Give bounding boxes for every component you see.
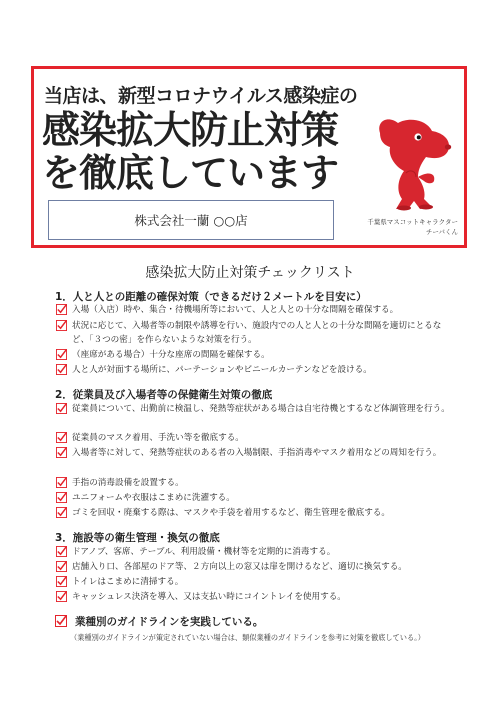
item-text: 状況に応じて、入場者等の制限や誘導を行い、施設内での人と人との十分な間隔を適切にとるなど、「３つの密」を作らないような対策を行う。	[72, 321, 442, 345]
list-item	[72, 363, 452, 377]
checkbox-checked-icon	[56, 576, 67, 587]
item-text: ユニフォームや衣服はこまめに洗濯する。	[72, 493, 235, 503]
item-text: ゴミを回収・廃棄する際は、マスクや手袋を着用するなど、衛生管理を徹底する。	[72, 508, 390, 518]
mascot-caption-line1: 千葉県マスコットキャラクター	[367, 218, 458, 226]
item-text: トイレはこまめに清掃する。	[72, 577, 184, 587]
header-line-2: 感染拡大防止対策	[42, 108, 339, 152]
list-item	[72, 476, 452, 490]
item-text: 従業員について、出勤前に検温し、発熱等症状がある場合は自宅待機とするなど体調管理を行う。	[72, 404, 450, 414]
list-item	[72, 303, 452, 317]
checkbox-checked-icon	[56, 364, 67, 375]
item-text: 入場者等に対して、発熱等症状のある者の入場制限、手指消毒やマスク着用などの周知を行う。	[72, 448, 442, 458]
list-item	[72, 402, 452, 416]
section-title-1: 1．人と人との距離の確保対策（できるだけ２メートルを目安に）	[55, 291, 367, 303]
header-line-3: を徹底しています	[42, 151, 339, 195]
list-item	[72, 575, 452, 589]
checkbox-checked-icon	[56, 432, 67, 443]
section-title-2: 2．従業員及び入場者等の保健衛生対策の徹底	[55, 389, 273, 401]
mascot-image	[374, 111, 460, 211]
checkbox-checked-icon	[56, 447, 67, 458]
item-text: ドアノブ、客席、テーブル、利用設備・機材等を定期的に消毒する。	[72, 547, 336, 557]
list-item	[72, 348, 452, 362]
mascot-caption-line2: チーバくん	[425, 228, 458, 236]
mascot-caption	[354, 217, 458, 237]
item-text: 店舗入り口、各部屋のドア等、２方向以上の窓又は扉を開けるなど、適切に換気する。	[72, 562, 407, 572]
checklist-title: 感染拡大防止対策チェックリスト	[145, 265, 355, 281]
final-check	[55, 614, 263, 629]
checkbox-checked-icon	[56, 561, 67, 572]
checkbox-checked-icon	[56, 546, 67, 557]
company-box	[48, 200, 334, 240]
notice-frame	[31, 66, 467, 248]
final-check-text: 業種別のガイドラインを実践している。	[75, 616, 264, 628]
checkbox-checked-icon	[56, 477, 67, 488]
final-note: （業種別のガイドラインが策定されていない場合は、類似業種のガイドラインを参考に対策を徹底している。）	[70, 633, 425, 642]
item-text: （座席がある場合）十分な座席の間隔を確保する。	[72, 350, 270, 360]
item-text: 従業員のマスク着用、手洗い等を徹底する。	[72, 433, 244, 443]
list-item	[72, 446, 452, 460]
checkbox-checked-icon	[56, 507, 67, 518]
list-item	[72, 319, 452, 347]
checkbox-checked-icon	[56, 591, 67, 602]
list-item	[72, 590, 452, 604]
list-item	[72, 506, 452, 520]
checkbox-checked-icon	[56, 492, 67, 503]
company-name: 株式会社一蘭 ○○店	[134, 213, 248, 228]
checkbox-checked-icon	[56, 304, 67, 315]
list-item	[72, 491, 452, 505]
checkbox-checked-icon	[56, 403, 67, 414]
checkbox-checked-icon	[56, 320, 67, 331]
header-line-1: 当店は、新型コロナウイルス感染症の	[44, 85, 358, 107]
list-item	[72, 545, 452, 559]
checkbox-checked-icon	[56, 349, 67, 360]
list-item	[72, 560, 452, 574]
item-text: 人と人が対面する場所に、パーテーションやビニールカーテンなどを設ける。	[72, 365, 372, 375]
list-item	[72, 431, 452, 445]
item-text: 手指の消毒設備を設置する。	[72, 478, 184, 488]
item-text: キャッシュレス決済を導入、又は支払い時にコイントレイを使用する。	[72, 592, 346, 602]
section-title-3: 3．施設等の衛生管理・換気の徹底	[55, 532, 220, 544]
checkbox-checked-icon	[55, 615, 67, 627]
item-text: 入場（入店）時や、集合・待機場所等において、人と人との十分な間隔を確保する。	[72, 305, 399, 315]
